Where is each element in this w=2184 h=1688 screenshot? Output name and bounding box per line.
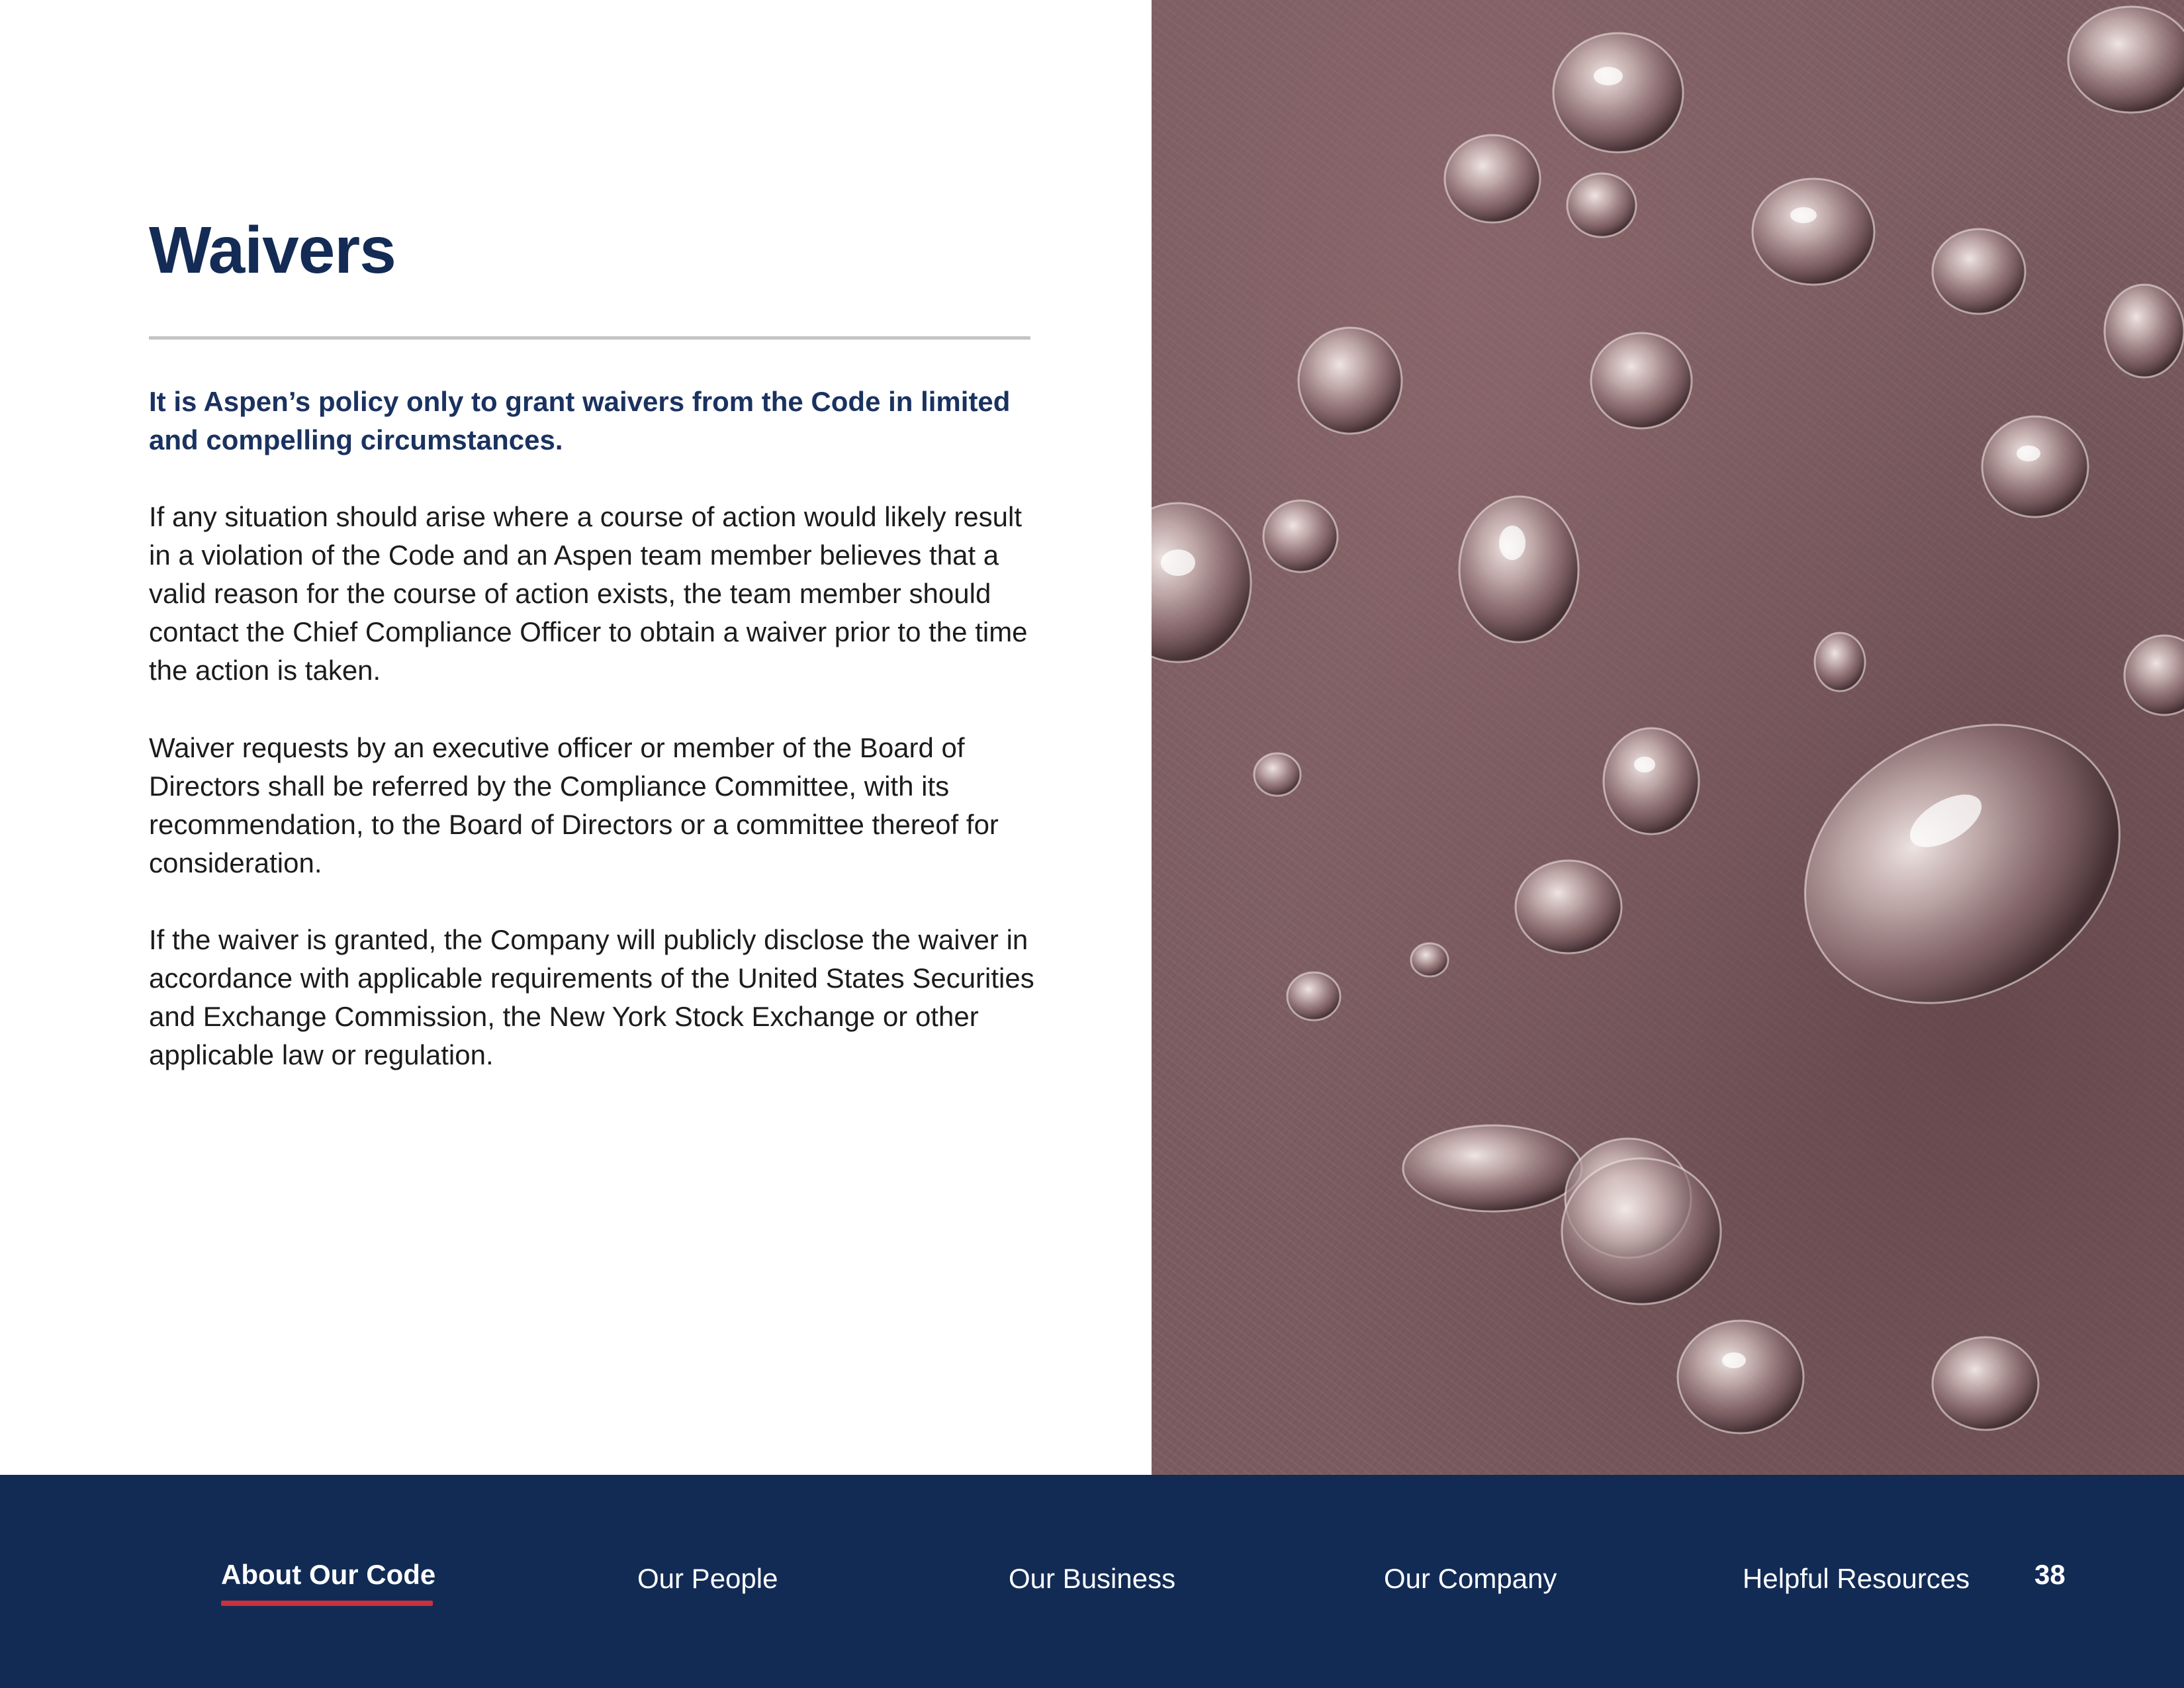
body-paragraph: Waiver requests by an executive officer or member of the Board of Directors shall be referred by the Compliance Committee, with its recommendation, to the Board of Directors or a committee thereof for consideration.	[149, 732, 999, 878]
droplets	[1152, 7, 2184, 1433]
nav-helpful-resources[interactable]: Helpful Resources	[1743, 1563, 1970, 1594]
body-paragraph: If the waiver is granted, the Company will publicly disclose the waiver in accordance with applicable requirements of the United States Securities and Exchange Commission, the New York Stock Exchange or other applicable law or regulation.	[149, 924, 1034, 1070]
nav-about-our-code[interactable]: About Our Code	[221, 1559, 436, 1590]
content-column	[0, 0, 1152, 1475]
body-paragraph: If any situation should arise where a course of action would likely result in a violation of the Code and an Aspen team member believes that a valid reason for the course of action exists, the team member should contact the Chief Compliance Officer to obtain a waiver prior to the time the action is taken.	[149, 501, 1028, 686]
page-number: 38	[2034, 1559, 2066, 1590]
page-title: Waivers	[149, 213, 396, 287]
active-nav-underline	[221, 1601, 433, 1606]
footer-nav	[0, 1475, 2184, 1688]
water-droplets-photo	[1152, 0, 2184, 1475]
nav-our-business[interactable]: Our Business	[1009, 1563, 1176, 1594]
lead-paragraph: It is Aspen’s policy only to grant waivers from the Code in limited and compelling circumstances.	[149, 386, 1011, 455]
nav-our-people[interactable]: Our People	[637, 1563, 778, 1594]
nav-our-company[interactable]: Our Company	[1384, 1563, 1557, 1594]
title-divider	[149, 336, 1030, 340]
